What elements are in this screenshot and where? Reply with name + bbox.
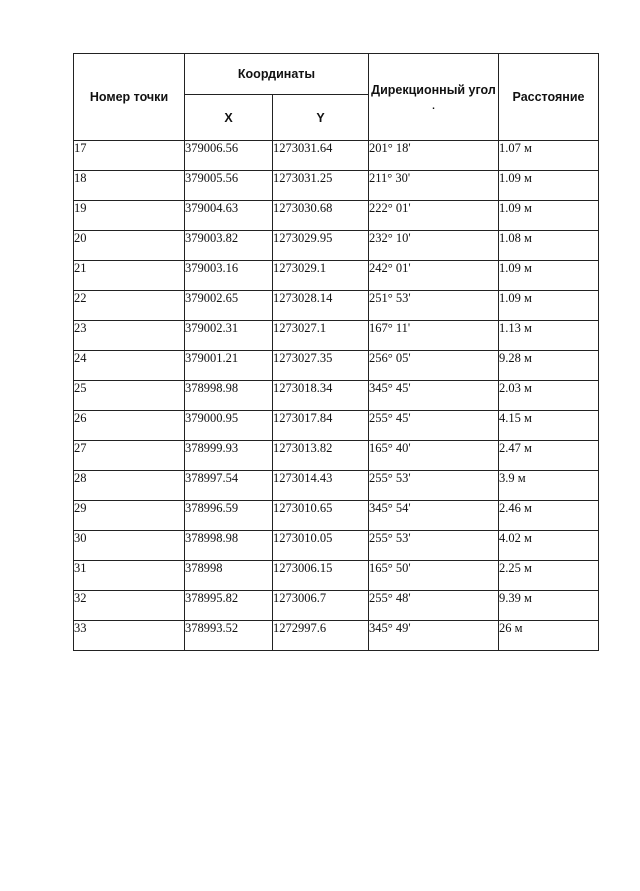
- table-row: [74, 381, 599, 411]
- cell-coordinate-x: 379002.31: [185, 321, 273, 351]
- coordinates-table: [73, 53, 599, 651]
- cell-direction-angle: 222° 01': [369, 201, 499, 231]
- table-body: [74, 141, 599, 651]
- cell-coordinate-x: 379003.16: [185, 261, 273, 291]
- cell-direction-angle: 255° 53': [369, 531, 499, 561]
- cell-direction-angle: 255° 45': [369, 411, 499, 441]
- cell-direction-angle: 165° 50': [369, 561, 499, 591]
- cell-direction-angle: 242° 01': [369, 261, 499, 291]
- table-row: [74, 201, 599, 231]
- cell-coordinate-y: 1273006.7: [273, 591, 369, 621]
- cell-coordinate-x: 378995.82: [185, 591, 273, 621]
- cell-point-number: 29: [74, 501, 185, 531]
- table-row: [74, 321, 599, 351]
- cell-direction-angle: 255° 53': [369, 471, 499, 501]
- cell-direction-angle: 251° 53': [369, 291, 499, 321]
- cell-point-number: 33: [74, 621, 185, 651]
- cell-direction-angle: 345° 49': [369, 621, 499, 651]
- table-row: [74, 231, 599, 261]
- cell-coordinate-y: 1273018.34: [273, 381, 369, 411]
- header-distance: Расстояние: [499, 54, 599, 141]
- cell-coordinate-y: 1273031.64: [273, 141, 369, 171]
- cell-distance: 1.13 м: [499, 321, 599, 351]
- header-point-number: Номер точки: [74, 54, 185, 141]
- cell-coordinate-x: 379005.56: [185, 171, 273, 201]
- cell-coordinate-x: 379001.21: [185, 351, 273, 381]
- cell-coordinate-x: 378998.98: [185, 531, 273, 561]
- table-header: [74, 54, 599, 141]
- cell-distance: 2.47 м: [499, 441, 599, 471]
- cell-distance: 1.09 м: [499, 171, 599, 201]
- cell-distance: 26 м: [499, 621, 599, 651]
- cell-distance: 2.46 м: [499, 501, 599, 531]
- table-row: [74, 171, 599, 201]
- cell-coordinate-y: 1273029.1: [273, 261, 369, 291]
- cell-distance: 2.03 м: [499, 381, 599, 411]
- cell-direction-angle: 256° 05': [369, 351, 499, 381]
- cell-point-number: 19: [74, 201, 185, 231]
- cell-point-number: 18: [74, 171, 185, 201]
- cell-distance: 1.09 м: [499, 261, 599, 291]
- cell-direction-angle: 255° 48': [369, 591, 499, 621]
- cell-distance: 9.28 м: [499, 351, 599, 381]
- cell-coordinate-x: 379004.63: [185, 201, 273, 231]
- cell-coordinate-y: 1273010.65: [273, 501, 369, 531]
- cell-point-number: 24: [74, 351, 185, 381]
- header-coordinates: Координаты: [185, 54, 369, 95]
- cell-direction-angle: 165° 40': [369, 441, 499, 471]
- cell-point-number: 30: [74, 531, 185, 561]
- cell-coordinate-x: 379000.95: [185, 411, 273, 441]
- cell-coordinate-x: 379006.56: [185, 141, 273, 171]
- cell-coordinate-x: 378998.98: [185, 381, 273, 411]
- cell-point-number: 22: [74, 291, 185, 321]
- cell-distance: 4.15 м: [499, 411, 599, 441]
- cell-distance: 1.09 м: [499, 201, 599, 231]
- cell-coordinate-y: 1273029.95: [273, 231, 369, 261]
- cell-direction-angle: 345° 54': [369, 501, 499, 531]
- cell-distance: 2.25 м: [499, 561, 599, 591]
- cell-direction-angle: 211° 30': [369, 171, 499, 201]
- header-direction-angle-label: Дирекционный угол: [371, 83, 496, 97]
- cell-coordinate-x: 379003.82: [185, 231, 273, 261]
- header-x: X: [185, 95, 273, 141]
- table-row: [74, 441, 599, 471]
- cell-coordinate-y: 1273017.84: [273, 411, 369, 441]
- cell-point-number: 32: [74, 591, 185, 621]
- cell-direction-angle: 201° 18': [369, 141, 499, 171]
- header-y: Y: [273, 95, 369, 141]
- cell-coordinate-x: 378993.52: [185, 621, 273, 651]
- cell-point-number: 26: [74, 411, 185, 441]
- table-row: [74, 501, 599, 531]
- table-row: [74, 561, 599, 591]
- cell-coordinate-x: 378997.54: [185, 471, 273, 501]
- cell-coordinate-y: 1273028.14: [273, 291, 369, 321]
- cell-coordinate-y: 1273031.25: [273, 171, 369, 201]
- cell-coordinate-x: 378996.59: [185, 501, 273, 531]
- cell-distance: 4.02 м: [499, 531, 599, 561]
- cell-point-number: 25: [74, 381, 185, 411]
- cell-coordinate-y: 1273027.1: [273, 321, 369, 351]
- cell-direction-angle: 232° 10': [369, 231, 499, 261]
- cell-coordinate-y: 1273013.82: [273, 441, 369, 471]
- header-dot-mark: .: [432, 101, 435, 112]
- cell-distance: 9.39 м: [499, 591, 599, 621]
- cell-point-number: 28: [74, 471, 185, 501]
- table-row: [74, 591, 599, 621]
- cell-direction-angle: 345° 45': [369, 381, 499, 411]
- cell-point-number: 23: [74, 321, 185, 351]
- cell-point-number: 17: [74, 141, 185, 171]
- table-row: [74, 471, 599, 501]
- cell-coordinate-y: 1273010.05: [273, 531, 369, 561]
- cell-point-number: 27: [74, 441, 185, 471]
- table-row: [74, 351, 599, 381]
- table-row: [74, 291, 599, 321]
- cell-point-number: 31: [74, 561, 185, 591]
- header-direction-angle: [369, 54, 499, 141]
- table-row: [74, 411, 599, 441]
- cell-coordinate-y: 1273014.43: [273, 471, 369, 501]
- cell-coordinate-y: 1273027.35: [273, 351, 369, 381]
- table-row: [74, 621, 599, 651]
- cell-coordinate-x: 378999.93: [185, 441, 273, 471]
- cell-direction-angle: 167° 11': [369, 321, 499, 351]
- cell-coordinate-y: 1273030.68: [273, 201, 369, 231]
- cell-distance: 3.9 м: [499, 471, 599, 501]
- cell-coordinate-x: 378998: [185, 561, 273, 591]
- cell-coordinate-x: 379002.65: [185, 291, 273, 321]
- cell-distance: 1.08 м: [499, 231, 599, 261]
- document-sheet: [73, 53, 599, 651]
- cell-coordinate-y: 1273006.15: [273, 561, 369, 591]
- cell-point-number: 20: [74, 231, 185, 261]
- table-row: [74, 141, 599, 171]
- cell-distance: 1.07 м: [499, 141, 599, 171]
- cell-coordinate-y: 1272997.6: [273, 621, 369, 651]
- cell-point-number: 21: [74, 261, 185, 291]
- table-row: [74, 261, 599, 291]
- table-row: [74, 531, 599, 561]
- cell-distance: 1.09 м: [499, 291, 599, 321]
